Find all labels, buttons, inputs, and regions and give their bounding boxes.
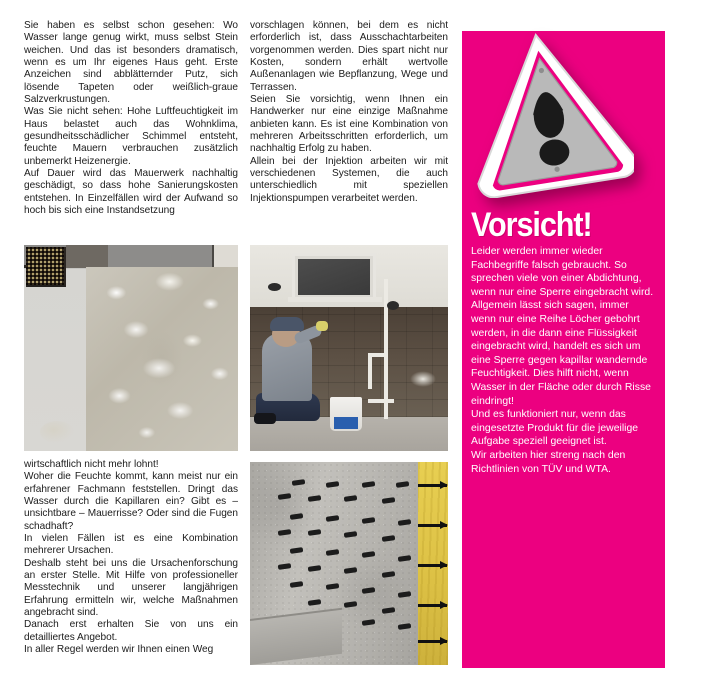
injection-arrow [418, 484, 447, 487]
photo-salt-efflorescence-wall [24, 245, 238, 451]
photo-layer-window-glass [298, 259, 370, 295]
paragraph: Allein bei der Injektion arbeiten wir mit verschiedenen Systemen, die auch unterschiedlich mit speziellen Injektionspumpen verarbeitet werden. [250, 155, 448, 204]
sidebar-heading: Vorsicht! [471, 206, 592, 244]
paragraph: Allgemein lässt sich sagen, immer wenn nur eine Reihe Löcher gebohrt werden, in die dann eine Flüssigkeit eingebracht wird, handelt es sich um eine Sperre gegen kapillar wandernde Feuchtigkeit. Dies hilft nicht, wenn Wasser in der Fläche oder durch Risse eindringt! [471, 300, 651, 407]
photo-layer-window-grid [26, 247, 66, 287]
photo-layer-worker-cap [270, 317, 304, 331]
text-column-bottom-left [24, 459, 238, 657]
text-column-top-right [250, 20, 448, 205]
photo-layer-worker-shoe [254, 413, 276, 424]
paragraph: In aller Regel werden wir Ihnen einen Weg [24, 644, 214, 656]
injection-arrow [418, 524, 447, 527]
photo-worker-treating-wall [250, 245, 448, 451]
paragraph: Deshalb steht bei uns die Ursachenforschung an erster Stelle. Mit Hilfe von professioneller Messtechnik und unserer langjährigen Erfahrung ermitteln wir, welche Maßnahmen angebracht sind. [24, 557, 238, 619]
paragraph: vorschlagen können, bei dem es nicht erforderlich ist, dass Ausschachtarbeiten vorgenommen werden. Dies spart nicht nur Kosten, sondern erhält wertvolle Außenanlagen wie Bepflanzung, Wege und Terrassen. [250, 20, 448, 93]
photo-layer-pipe-branch-bottom [368, 399, 394, 403]
paragraph: Was Sie nicht sehen: Hohe Luftfeuchtigkeit im Haus belastet auch das Wohnklima, gesundheitsschädlicher Schimmel entsteht, feuchte Mauern verbrauchen zusätzlich unbemerkt Heizenergie. [24, 106, 238, 167]
photo-layer-pipe-vertical [384, 279, 388, 419]
photo-layer-bucket-label [334, 417, 358, 429]
photo-layer-window-frame [292, 253, 376, 301]
photo-layer-blotch [40, 421, 74, 443]
paragraph: Wir arbeiten hier streng nach den Richtlinien von TÜV und WTA. [471, 449, 626, 475]
photo-layer-wall-fitting-left [268, 283, 281, 291]
paragraph: Und es funktioniert nur, wenn das eingesetzte Produkt für die jeweilige Aufgabe speziell geeignet ist. [471, 409, 639, 448]
photo-injection-drill-holes [250, 462, 448, 665]
text-column-top-left [24, 20, 238, 218]
paragraph: wirtschaftlich nicht mehr lohnt! [24, 459, 159, 470]
paragraph: Danach erst erhalten Sie von uns ein detailliertes Angebot. [24, 619, 238, 643]
photo-layer-wall-fitting-right [387, 301, 399, 310]
paragraph: Auf Dauer wird das Mauerwerk nachhaltig geschädigt, so dass hohe Sanierungskosten entstehen. In Einzelfällen wird der Aufwand so hoch bis sich eine Instandsetzung [24, 168, 238, 217]
photo-layer-worker-tool [316, 321, 328, 331]
injection-arrow [418, 604, 447, 607]
photo-layer-salt-crust [86, 267, 238, 451]
paragraph: Sie haben es selbst schon gesehen: Wo Wasser lange genug wirkt, muss selbst Stein weichen. Und das ist besonders dramatisch, wenn es um Ihr eigenes Haus geht. Erste Anzeichen sind abblätternder Putz, sich lösende Tapeten oder weißlich-graue Salzverkrustungen. [24, 20, 238, 106]
photo-layer-pipe-drop [368, 353, 372, 389]
paragraph: Leider werden immer wieder Fachbegriffe falsch gebraucht. So sprechen viele von einer Abdichtung, wenn nur eine Sperre eingebracht wird. [471, 246, 654, 298]
photo-layer-dark-recess [66, 245, 108, 268]
paragraph: Woher die Feuchte kommt, kann meist nur ein erfahrener Fachmann feststellen. Dringt das Wasser durch die Kapillaren ein? Gibt es – unsichtbare – Mauerrisse? Oder sind die Fugen schadhaft? [24, 471, 238, 532]
paragraph: In vielen Fällen ist es eine Kombination mehrerer Ursachen. [24, 533, 238, 557]
injection-arrow [418, 640, 447, 643]
sidebar-body-text [471, 245, 655, 476]
photo-layer-plaster-patch [410, 371, 436, 387]
injection-arrow [418, 564, 447, 567]
photo-layer-window-sill [288, 297, 382, 302]
warning-exclamation-triangle-icon [462, 20, 634, 198]
paragraph: Seien Sie vorsichtig, wenn Ihnen ein Handwerker nur eine einzige Maßnahme anbieten kann. Es ist eine Kombination von mehreren Arbeitsschritten erforderlich, um nachhaltig Erfolg zu haben. [250, 94, 448, 155]
